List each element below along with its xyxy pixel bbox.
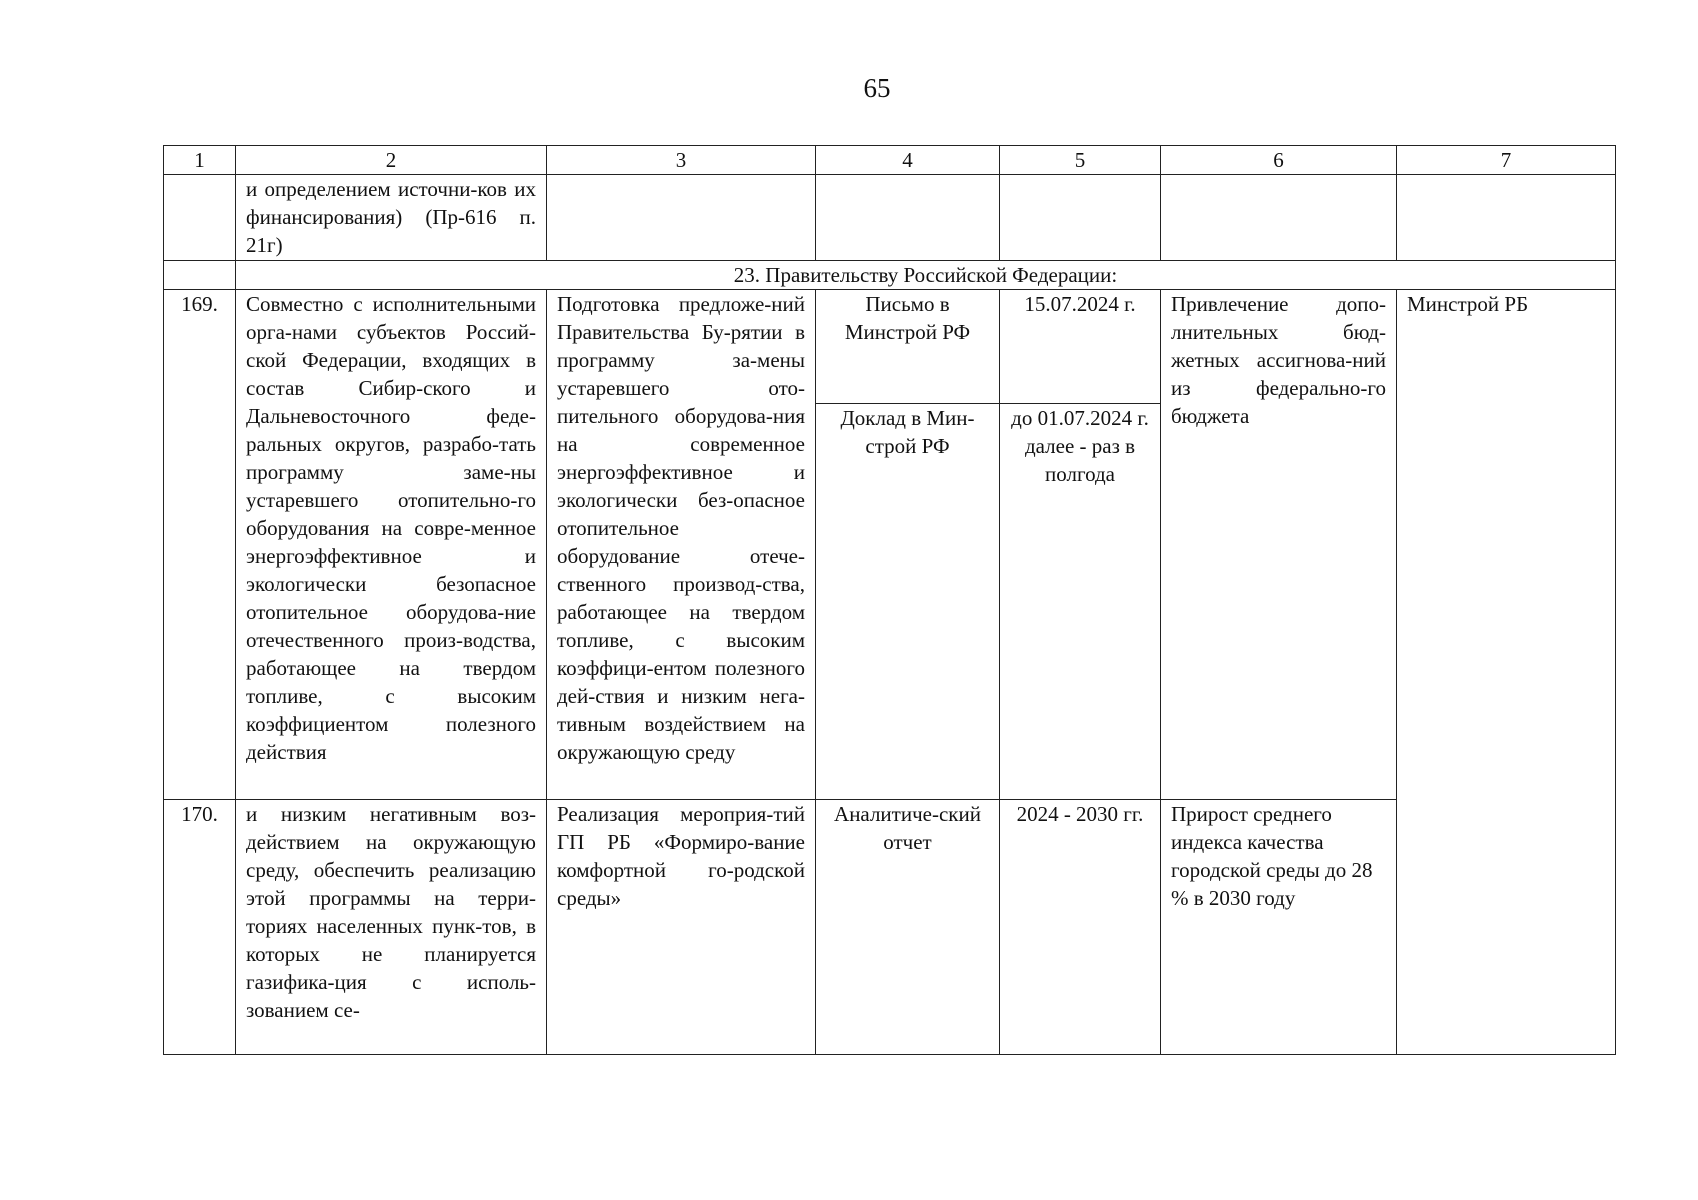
empty-cell xyxy=(1000,175,1161,261)
column-number: 3 xyxy=(547,146,816,175)
expected-result-text: Привлечение допо-лнительных бюд-жетных ассигнова-ний из федерально-го бюджета xyxy=(1161,290,1397,800)
deadline-cell: 2024 - 2030 гг. xyxy=(1000,800,1161,1055)
report-form-cell: Аналитиче-ский отчет xyxy=(816,800,1000,1055)
deadline-cell: до 01.07.2024 г. далее - раз в полгода xyxy=(1000,404,1161,800)
section-title: 23. Правительству Российской Федерации: xyxy=(236,261,1616,290)
empty-cell xyxy=(547,175,816,261)
measures-table xyxy=(163,145,1616,1055)
expected-result-text: Прирост среднего индекса качества городской среды до 28 % в 2030 году xyxy=(1161,800,1397,1055)
column-number: 6 xyxy=(1161,146,1397,175)
column-number: 4 xyxy=(816,146,1000,175)
report-form-cell: Доклад в Мин-строй РФ xyxy=(816,404,1000,800)
deadline-cell: 15.07.2024 г. xyxy=(1000,290,1161,404)
page-number: 65 xyxy=(863,73,891,103)
column-number: 1 xyxy=(164,146,236,175)
row-number: 169. xyxy=(164,290,236,800)
measure-text-part1: Совместно с исполнительными орга-нами субъектов Россий-ской Федерации, входящих в состав Сибир-ского и Дальневосточного феде-ральных округов, разрабо-тать программу заме-ны устаревшего отопительно-го оборудования на совре-менное энергоэффективное и экологически безопасное отопительное оборудова-ние отечественного произ-водства, работающее на твердом топливе, с высоким коэффициентом полезного действия xyxy=(236,290,547,800)
section-num-cell xyxy=(164,261,236,290)
responsible-cell: Минстрой РБ xyxy=(1397,290,1616,1055)
empty-cell xyxy=(1397,175,1616,261)
continuation-row xyxy=(164,175,1616,261)
continuation-text: и определением источни-ков их финансирования) (Пр-616 п. 21г) xyxy=(236,175,547,261)
column-number: 7 xyxy=(1397,146,1616,175)
implementation-text: Реализация мероприя-тий ГП РБ «Формиро-вание комфортной го-родской среды» xyxy=(547,800,816,1055)
implementation-text: Подготовка предложе-ний Правительства Бу-рятии в программу за-мены устаревшего ото-пительного оборудова-ния на современное энергоэффективное и экологически без-опасное отопительное оборудование отече-ственного производ-ства, работающее на твердом топливе, с высоким коэффици-ентом полезного дей-ствия и низким нега-тивным воздействием на окружающую среду xyxy=(547,290,816,800)
empty-cell xyxy=(816,175,1000,261)
column-number: 5 xyxy=(1000,146,1161,175)
continuation-num-cell xyxy=(164,175,236,261)
column-number: 2 xyxy=(236,146,547,175)
measure-text-part2: и низким негативным воз-действием на окружающую среду, обеспечить реализацию этой программы на терри-ториях населенных пунк-тов, в которых не планируется газифика-ция с исполь-зованием се- xyxy=(236,800,547,1055)
column-numbers-row xyxy=(164,146,1616,175)
empty-cell xyxy=(1161,175,1397,261)
table-row-169a xyxy=(164,290,1616,404)
section-row xyxy=(164,261,1616,290)
row-number: 170. xyxy=(164,800,236,1055)
report-form-cell: Письмо в Минстрой РФ xyxy=(816,290,1000,404)
